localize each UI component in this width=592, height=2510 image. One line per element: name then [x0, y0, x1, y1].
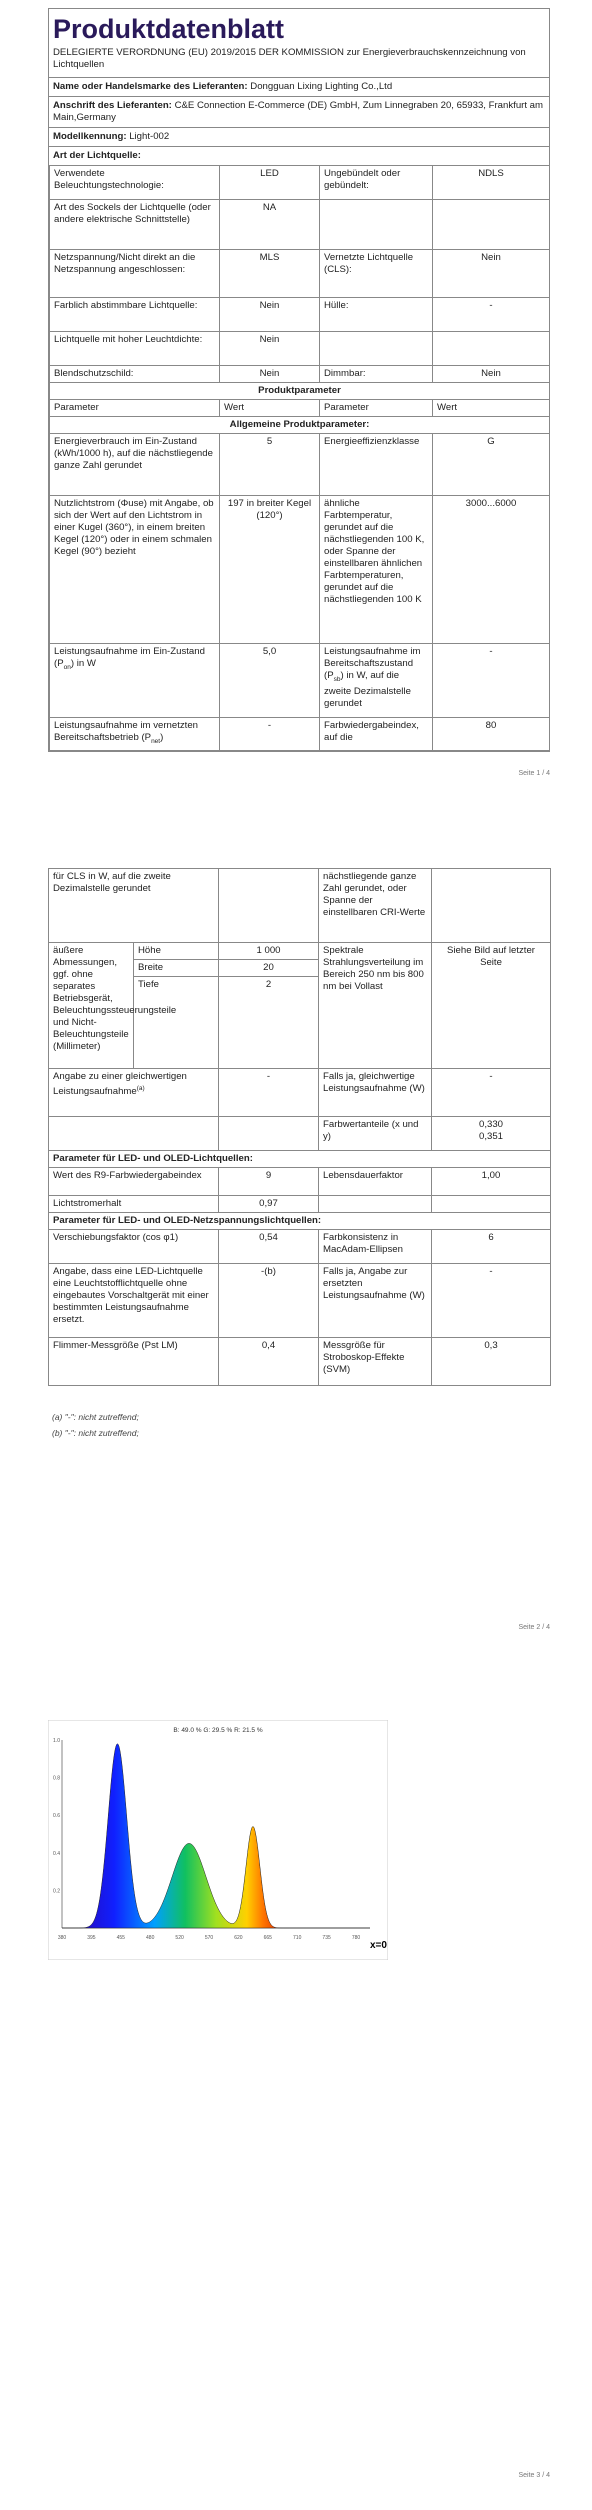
page-1	[0, 0, 592, 780]
spectrum-chart	[48, 1720, 388, 1960]
page-title: Produktdatenblatt	[53, 14, 285, 44]
footnote-a: (a) "-": nicht zutreffend;	[52, 1412, 139, 1422]
supplier-name-row: Name oder Handelsmarke des Lieferanten: Dongguan Lixing Lighting Co.,Ltd	[49, 78, 549, 97]
datasheet-frame-2	[48, 868, 550, 1386]
x-tick-label: 395	[87, 1935, 96, 1941]
regulation-subtitle: DELEGIERTE VERORDNUNG (EU) 2019/2015 DER KOMMISSION zur Energieverbrauchskennzeichnung von Lichtquellen	[49, 45, 549, 78]
page-2	[0, 860, 592, 1640]
section-general: Allgemeine Produktparameter:	[50, 417, 550, 434]
page-number: Seite 3 / 4	[518, 2472, 550, 2479]
datasheet-table-2: für CLS in W, auf die zweite Dezimalstelle gerundet nächstliegende ganze Zahl gerundet, oder Spanne der einstellbaren CRI-Werte äußere Abmessungen, ggf. ohne separates Betriebsgerät, Beleuchtungssteuerungsteile und Nicht-Beleuchtungsteile (Millimeter) Höhe 1 000 Spektrale Strahlungsverteilung im Bereich 250 nm bis 800 nm bei Vollast Siehe Bild auf letzter Seite Breite 20 Tiefe 2 Angabe zu einer gleichwertigen Leistungsaufnahme$^{(a)}$ - Falls ja, gleichwertige Leistungsaufnahme (W) - Farbwertanteile (x und y) 0,330 0,351 Parameter für LED- und OLED-Lichtquellen: Wert des R9-Farbwiedergabeindex 9 Lebensdauerfaktor 1,00 Lichtstromerhalt 0,97 Parameter für LED- und OLED-Netzspannungslichtquellen: Verschiebungsfaktor (cos φ1) 0,54 Farbkonsistenz in MacAdam-Ellipsen 6 Angabe, dass eine LED-Lichtquelle eine Leuchtstofflichtquelle ohne eingebautes Vorschaltgerät mit einer bestimmten Leistungsaufnahme ersetzt. -(b) Falls ja, Angabe zur ersetzten Leistungsaufnahme (W) - Flimmer-Messgröße (Pst LM) 0,4 Messgröße für Stroboskop-Effekte (SVM) 0,3	[48, 868, 551, 1386]
spectrum-readout: B: 49.0 % G: 29.5 % R: 21.5 %	[173, 1727, 263, 1734]
y-tick-label: 0.8	[53, 1775, 60, 1782]
x-tick-label: 520	[175, 1935, 184, 1941]
y-tick-label: 1.0	[53, 1738, 60, 1744]
x-tick-label: 735	[322, 1935, 331, 1941]
light-source-type-label: Art der Lichtquelle:	[53, 150, 141, 161]
page-3	[0, 1660, 592, 2490]
x-tick-label: 620	[234, 1935, 243, 1941]
datasheet-frame-1	[48, 8, 550, 752]
x-tick-label: 455	[116, 1935, 125, 1941]
section-led: Parameter für LED- und OLED-Lichtquellen:	[49, 1151, 551, 1168]
x-tick-label: 380	[57, 1935, 67, 1941]
model-row: Modellkennung: Light-002	[49, 128, 549, 147]
y-tick-label: 0.6	[53, 1813, 60, 1820]
x-tick-label: 480	[146, 1935, 155, 1941]
supplier-address-row: Anschrift des Lieferanten: C&E Connection E-Commerce (DE) GmbH, Zum Linnegraben 20, 65933, Frankfurt am Main,Germany	[49, 97, 549, 128]
page-number: Seite 1 / 4	[518, 770, 550, 777]
y-tick-label: 0.2	[53, 1888, 60, 1895]
x-tick-label: 665	[263, 1935, 272, 1941]
x-tick-label: 710	[293, 1935, 302, 1941]
footnote-b: (b) "-": nicht zutreffend;	[52, 1428, 139, 1438]
y-tick-label: 0.4	[53, 1850, 60, 1857]
axis-corner-label: x=0	[370, 1940, 387, 1951]
section-product-params: Produktparameter	[50, 383, 550, 400]
x-tick-label: 780	[351, 1935, 361, 1941]
x-tick-label: 570	[204, 1935, 214, 1941]
section-mains: Parameter für LED- und OLED-Netzspannungslichtquellen:	[49, 1213, 551, 1230]
page-number: Seite 2 / 4	[518, 1624, 550, 1631]
datasheet-table-1: Verwendete Beleuchtungstechnologie: LED Ungebündelt oder gebündelt: NDLS Art des Sockels der Lichtquelle (oder andere elektrische Schnittstelle) NA Netzspannung/Nicht direkt an die Netzspannung angeschlossen: MLS Vernetzte Lichtquelle (CLS): Nein Farblich abstimmbare Lichtquelle: Nein Hülle: - Lichtquelle mit hoher Leuchtdichte: Nein Blendschutzschild: Nein Dimmbar: Nein Produktparameter Parameter Wert Parameter Wert Allgemeine Produktparameter: Energieverbrauch im Ein-Zustand (kWh/1000 h), auf die nächstliegende ganze Zahl gerundet 5 Energieeffizienzklasse G Nutzlichtstrom (Φuse) mit Angabe, ob sich der Wert auf den Lichtstrom in einer Kugel (360°), in einem breiten Kegel (120°) oder in einem schmalen Kegel (90°) bezieht 197 in breiter Kegel (120°) ähnliche Farbtemperatur, gerundet auf die nächstliegenden 100 K, oder Spanne der einstellbaren ähnlichen Farbtemperaturen, gerundet auf die nächstliegenden 100 K 3000...6000 Leistungsaufnahme im Ein-Zustand $(P_{on})$ in W 5,0 Leistungsaufnahme im Bereitschaftszustand $(P_{sb})$ in W, auf die zweite Dezimalstelle gerundet - Leistungsaufnahme im vernetzten Bereitschaftsbetrieb $(P_{net})$ - Farbwiedergabeindex, auf die 80	[49, 165, 550, 751]
